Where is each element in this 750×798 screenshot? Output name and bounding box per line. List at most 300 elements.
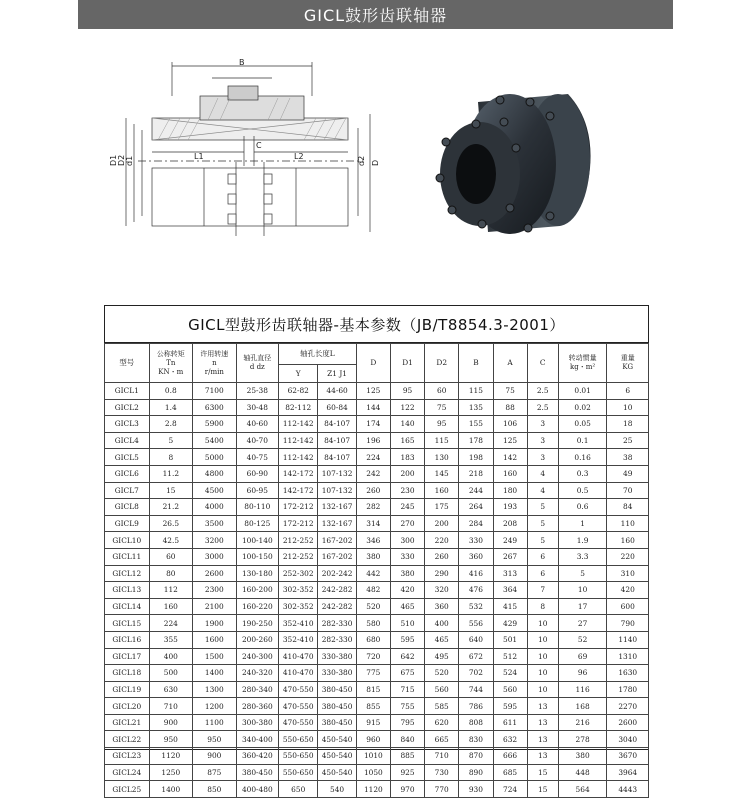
table-cell: 80-110 bbox=[236, 499, 278, 516]
table-cell: 3964 bbox=[607, 764, 649, 781]
table-cell: 420 bbox=[607, 582, 649, 599]
table-cell: 1120 bbox=[356, 781, 390, 798]
table-cell: 155 bbox=[459, 416, 493, 433]
table-cell: 410-470 bbox=[279, 665, 318, 682]
table-cell: 580 bbox=[356, 615, 390, 632]
table-cell: 260 bbox=[425, 548, 459, 565]
table-cell: 110 bbox=[607, 515, 649, 532]
table-cell: 84-107 bbox=[318, 449, 356, 466]
table-cell: 302-352 bbox=[279, 582, 318, 599]
table-cell: 870 bbox=[459, 748, 493, 765]
table-cell: 400-480 bbox=[236, 781, 278, 798]
table-cell: 675 bbox=[390, 665, 424, 682]
table-row bbox=[105, 548, 649, 565]
col-inertia: 转动惯量 kg・m² bbox=[558, 344, 607, 383]
table-row bbox=[105, 582, 649, 599]
table-cell: 630 bbox=[149, 681, 193, 698]
table-cell: 160 bbox=[493, 465, 527, 482]
table-cell: 3.3 bbox=[558, 548, 607, 565]
table-cell: 448 bbox=[558, 764, 607, 781]
table-cell: 282-330 bbox=[318, 631, 356, 648]
table-cell: 720 bbox=[356, 648, 390, 665]
table-cell: GICL7 bbox=[105, 482, 150, 499]
table-cell: 2.5 bbox=[527, 399, 558, 416]
table-row bbox=[105, 465, 649, 482]
table-cell: 360 bbox=[425, 598, 459, 615]
table-cell: 482 bbox=[356, 582, 390, 599]
table-cell: 52 bbox=[558, 631, 607, 648]
table-cell: 264 bbox=[459, 499, 493, 516]
table-row bbox=[105, 482, 649, 499]
table-cell: 875 bbox=[193, 764, 237, 781]
table-cell: 1250 bbox=[149, 764, 193, 781]
table-cell: GICL2 bbox=[105, 399, 150, 416]
table-cell: 60-84 bbox=[318, 399, 356, 416]
table-cell: 10 bbox=[527, 665, 558, 682]
table-cell: 160-220 bbox=[236, 598, 278, 615]
col-len-z: Z1 J1 bbox=[318, 365, 356, 383]
table-cell: 13 bbox=[527, 698, 558, 715]
col-D: D bbox=[356, 344, 390, 383]
table-cell: GICL9 bbox=[105, 515, 150, 532]
table-cell: 786 bbox=[459, 698, 493, 715]
table-cell: 512 bbox=[493, 648, 527, 665]
table-cell: 550-650 bbox=[279, 731, 318, 748]
table-row bbox=[105, 515, 649, 532]
table-cell: 702 bbox=[459, 665, 493, 682]
table-cell: 280-360 bbox=[236, 698, 278, 715]
table-cell: 172-212 bbox=[279, 515, 318, 532]
table-row bbox=[105, 781, 649, 798]
table-cell: 744 bbox=[459, 681, 493, 698]
table-cell: 107-132 bbox=[318, 465, 356, 482]
table-cell: 795 bbox=[390, 714, 424, 731]
table-row bbox=[105, 748, 649, 765]
table-cell: 495 bbox=[425, 648, 459, 665]
table-cell: 10 bbox=[607, 399, 649, 416]
table-cell: 107-132 bbox=[318, 482, 356, 499]
table-cell: 7 bbox=[527, 582, 558, 599]
table-cell: 302-352 bbox=[279, 598, 318, 615]
table-cell: 1100 bbox=[193, 714, 237, 731]
table-cell: 890 bbox=[459, 764, 493, 781]
table-cell: 240-320 bbox=[236, 665, 278, 682]
table-cell: 6300 bbox=[193, 399, 237, 416]
table-cell: 470-550 bbox=[279, 714, 318, 731]
table-cell: 145 bbox=[425, 465, 459, 482]
table-cell: 470-550 bbox=[279, 681, 318, 698]
table-cell: 352-410 bbox=[279, 631, 318, 648]
table-cell: 144 bbox=[356, 399, 390, 416]
col-weight: 重量 KG bbox=[607, 344, 649, 383]
table-cell: 755 bbox=[390, 698, 424, 715]
table-cell: GICL1 bbox=[105, 383, 150, 400]
table-cell: 560 bbox=[425, 681, 459, 698]
table-cell: 340-400 bbox=[236, 731, 278, 748]
table-row bbox=[105, 714, 649, 731]
table-cell: 167-202 bbox=[318, 548, 356, 565]
table-cell: 10 bbox=[527, 681, 558, 698]
label-d1: d1 bbox=[125, 155, 134, 166]
table-cell: 2.8 bbox=[149, 416, 193, 433]
table-cell: 1400 bbox=[149, 781, 193, 798]
table-cell: 564 bbox=[558, 781, 607, 798]
table-cell: 208 bbox=[493, 515, 527, 532]
table-cell: 0.02 bbox=[558, 399, 607, 416]
table-cell: 82-112 bbox=[279, 399, 318, 416]
table-cell: 132-167 bbox=[318, 515, 356, 532]
table-cell: 130-180 bbox=[236, 565, 278, 582]
table-cell: 465 bbox=[425, 631, 459, 648]
table-cell: 13 bbox=[527, 748, 558, 765]
table-cell: 450-540 bbox=[318, 748, 356, 765]
table-cell: 30-48 bbox=[236, 399, 278, 416]
table-cell: 160 bbox=[425, 482, 459, 499]
banner-title: GICL鼓形齿联轴器 bbox=[303, 6, 448, 25]
label-C: C bbox=[256, 141, 262, 150]
table-cell: 380 bbox=[558, 748, 607, 765]
table-cell: 70 bbox=[607, 482, 649, 499]
table-cell: 524 bbox=[493, 665, 527, 682]
table-cell: 532 bbox=[459, 598, 493, 615]
table-cell: 420 bbox=[390, 582, 424, 599]
table-cell: GICL21 bbox=[105, 714, 150, 731]
table-cell: GICL4 bbox=[105, 432, 150, 449]
table-cell: 135 bbox=[459, 399, 493, 416]
table-cell: 790 bbox=[607, 615, 649, 632]
table-cell: 38 bbox=[607, 449, 649, 466]
table-row bbox=[105, 532, 649, 549]
col-len-y: Y bbox=[279, 365, 318, 383]
table-cell: GICL23 bbox=[105, 748, 150, 765]
table-cell: 84-107 bbox=[318, 416, 356, 433]
table-cell: 4800 bbox=[193, 465, 237, 482]
table-cell: 3 bbox=[527, 416, 558, 433]
table-cell: 216 bbox=[558, 714, 607, 731]
table-cell: 178 bbox=[459, 432, 493, 449]
table-cell: 442 bbox=[356, 565, 390, 582]
table-cell: 69 bbox=[558, 648, 607, 665]
col-model: 型号 bbox=[105, 344, 150, 383]
table-cell: 180 bbox=[493, 482, 527, 499]
table-cell: 6 bbox=[527, 565, 558, 582]
table-cell: 4500 bbox=[193, 482, 237, 499]
table-cell: 10 bbox=[527, 615, 558, 632]
table-cell: 142 bbox=[493, 449, 527, 466]
table-cell: 42.5 bbox=[149, 532, 193, 549]
table-cell: 100-140 bbox=[236, 532, 278, 549]
table-cell: 0.5 bbox=[558, 482, 607, 499]
table-row bbox=[105, 731, 649, 748]
table-cell: 40-75 bbox=[236, 449, 278, 466]
table-cell: 112-142 bbox=[279, 449, 318, 466]
table-cell: 5 bbox=[149, 432, 193, 449]
table-cell: 172-212 bbox=[279, 499, 318, 516]
table-cell: 220 bbox=[425, 532, 459, 549]
table-cell: 3 bbox=[527, 432, 558, 449]
col-C: C bbox=[527, 344, 558, 383]
table-cell: 1630 bbox=[607, 665, 649, 682]
table-cell: 1 bbox=[558, 515, 607, 532]
table-cell: 410-470 bbox=[279, 648, 318, 665]
table-cell: 730 bbox=[425, 764, 459, 781]
table-cell: 520 bbox=[356, 598, 390, 615]
table-cell: 3670 bbox=[607, 748, 649, 765]
label-D1: D1 bbox=[109, 154, 118, 166]
table-cell: 1600 bbox=[193, 631, 237, 648]
table-cell: 1780 bbox=[607, 681, 649, 698]
table-cell: 95 bbox=[390, 383, 424, 400]
table-cell: 600 bbox=[607, 598, 649, 615]
table-cell: 25-38 bbox=[236, 383, 278, 400]
table-cell: 115 bbox=[459, 383, 493, 400]
table-cell: 84 bbox=[607, 499, 649, 516]
table-cell: 1.4 bbox=[149, 399, 193, 416]
table-cell: 1120 bbox=[149, 748, 193, 765]
table-cell: 112-142 bbox=[279, 432, 318, 449]
table-cell: 183 bbox=[390, 449, 424, 466]
table-cell: GICL5 bbox=[105, 449, 150, 466]
table-cell: 950 bbox=[193, 731, 237, 748]
table-cell: 160 bbox=[149, 598, 193, 615]
table-row bbox=[105, 615, 649, 632]
table-cell: 17 bbox=[558, 598, 607, 615]
table-cell: 330-380 bbox=[318, 648, 356, 665]
table-cell: 300-380 bbox=[236, 714, 278, 731]
table-title: GICL型鼓形齿联轴器-基本参数（JB/T8854.3-2001） bbox=[105, 306, 648, 343]
table-cell: 4000 bbox=[193, 499, 237, 516]
table-cell: 1300 bbox=[193, 681, 237, 698]
label-B: B bbox=[239, 58, 245, 67]
table-cell: 710 bbox=[149, 698, 193, 715]
table-cell: 380 bbox=[390, 565, 424, 582]
table-cell: 380-450 bbox=[318, 714, 356, 731]
table-cell: 40-70 bbox=[236, 432, 278, 449]
table-cell: 560 bbox=[493, 681, 527, 698]
table-cell: 15 bbox=[527, 781, 558, 798]
table-cell: 193 bbox=[493, 499, 527, 516]
table-cell: 380-450 bbox=[318, 681, 356, 698]
table-cell: 96 bbox=[558, 665, 607, 682]
table-cell: 95 bbox=[425, 416, 459, 433]
table-cell: 300 bbox=[390, 532, 424, 549]
table-cell: 476 bbox=[459, 582, 493, 599]
table-cell: 330-380 bbox=[318, 665, 356, 682]
table-cell: 282 bbox=[356, 499, 390, 516]
col-speed: 许用转速 n r/min bbox=[193, 344, 237, 383]
table-cell: 450-540 bbox=[318, 764, 356, 781]
table-cell: 620 bbox=[425, 714, 459, 731]
table-cell: 465 bbox=[390, 598, 424, 615]
table-cell: 642 bbox=[390, 648, 424, 665]
table-cell: 175 bbox=[425, 499, 459, 516]
table-cell: 3040 bbox=[607, 731, 649, 748]
table-cell: GICL19 bbox=[105, 681, 150, 698]
table-cell: 2300 bbox=[193, 582, 237, 599]
table-cell: 3000 bbox=[193, 548, 237, 565]
table-cell: 400 bbox=[425, 615, 459, 632]
table-cell: 160-200 bbox=[236, 582, 278, 599]
table-cell: 10 bbox=[527, 631, 558, 648]
table-cell: GICL11 bbox=[105, 548, 150, 565]
table-cell: 60-95 bbox=[236, 482, 278, 499]
table-cell: 650 bbox=[279, 781, 318, 798]
table-cell: 352-410 bbox=[279, 615, 318, 632]
table-cell: 282-330 bbox=[318, 615, 356, 632]
table-cell: 360-420 bbox=[236, 748, 278, 765]
table-cell: 830 bbox=[459, 731, 493, 748]
table-cell: 212-252 bbox=[279, 548, 318, 565]
table-cell: 230 bbox=[390, 482, 424, 499]
table-cell: 680 bbox=[356, 631, 390, 648]
table-cell: 5 bbox=[558, 565, 607, 582]
table-cell: 80 bbox=[149, 565, 193, 582]
table-cell: 200 bbox=[425, 515, 459, 532]
table-cell: 5400 bbox=[193, 432, 237, 449]
table-cell: 3 bbox=[527, 449, 558, 466]
table-cell: 416 bbox=[459, 565, 493, 582]
table-cell: 501 bbox=[493, 631, 527, 648]
table-row bbox=[105, 383, 649, 400]
table-cell: 1.9 bbox=[558, 532, 607, 549]
table-cell: 202-242 bbox=[318, 565, 356, 582]
table-cell: 80-125 bbox=[236, 515, 278, 532]
table-cell: 122 bbox=[390, 399, 424, 416]
table-cell: 0.3 bbox=[558, 465, 607, 482]
table-cell: 290 bbox=[425, 565, 459, 582]
table-cell: 330 bbox=[459, 532, 493, 549]
table-cell: 314 bbox=[356, 515, 390, 532]
table-cell: 1050 bbox=[356, 764, 390, 781]
table-cell: 5900 bbox=[193, 416, 237, 433]
table-cell: 355 bbox=[149, 631, 193, 648]
table-cell: GICL3 bbox=[105, 416, 150, 433]
table-cell: 1900 bbox=[193, 615, 237, 632]
table-cell: 224 bbox=[356, 449, 390, 466]
table-cell: 25 bbox=[607, 432, 649, 449]
table-cell: 60-90 bbox=[236, 465, 278, 482]
table-row bbox=[105, 665, 649, 682]
table-cell: 970 bbox=[390, 781, 424, 798]
table-cell: 815 bbox=[356, 681, 390, 698]
table-cell: 142-172 bbox=[279, 482, 318, 499]
table-cell: 900 bbox=[193, 748, 237, 765]
table-cell: 640 bbox=[459, 631, 493, 648]
col-D1: D1 bbox=[390, 344, 424, 383]
table-cell: 13 bbox=[527, 714, 558, 731]
table-cell: 429 bbox=[493, 615, 527, 632]
table-row bbox=[105, 764, 649, 781]
table-cell: 510 bbox=[390, 615, 424, 632]
table-cell: 125 bbox=[493, 432, 527, 449]
table-cell: 190-250 bbox=[236, 615, 278, 632]
table-cell: 550-650 bbox=[279, 748, 318, 765]
table-cell: 160 bbox=[607, 532, 649, 549]
table-cell: 0.05 bbox=[558, 416, 607, 433]
col-A: A bbox=[493, 344, 527, 383]
table-cell: 1400 bbox=[193, 665, 237, 682]
table-cell: 556 bbox=[459, 615, 493, 632]
table-cell: 132-167 bbox=[318, 499, 356, 516]
table-cell: 116 bbox=[558, 681, 607, 698]
table-cell: 715 bbox=[390, 681, 424, 698]
table-cell: 346 bbox=[356, 532, 390, 549]
table-cell: GICL24 bbox=[105, 764, 150, 781]
table-cell: GICL6 bbox=[105, 465, 150, 482]
table-cell: 1500 bbox=[193, 648, 237, 665]
table-cell: 10 bbox=[527, 648, 558, 665]
table-cell: 724 bbox=[493, 781, 527, 798]
table-cell: 0.6 bbox=[558, 499, 607, 516]
table-row bbox=[105, 631, 649, 648]
table-cell: 40-60 bbox=[236, 416, 278, 433]
table-cell: 21.2 bbox=[149, 499, 193, 516]
table-cell: 611 bbox=[493, 714, 527, 731]
table-cell: 313 bbox=[493, 565, 527, 582]
table-cell: 115 bbox=[425, 432, 459, 449]
table-cell: 27 bbox=[558, 615, 607, 632]
table-cell: 168 bbox=[558, 698, 607, 715]
table-cell: 218 bbox=[459, 465, 493, 482]
table-cell: 200 bbox=[390, 465, 424, 482]
table-cell: GICL13 bbox=[105, 582, 150, 599]
table-cell: 0.01 bbox=[558, 383, 607, 400]
table-cell: 140 bbox=[390, 416, 424, 433]
table-cell: 165 bbox=[390, 432, 424, 449]
table-cell: 1010 bbox=[356, 748, 390, 765]
table-cell: 595 bbox=[390, 631, 424, 648]
label-D2: D2 bbox=[117, 154, 126, 166]
table-cell: 672 bbox=[459, 648, 493, 665]
table-cell: GICL25 bbox=[105, 781, 150, 798]
table-cell: 4 bbox=[527, 465, 558, 482]
table-cell: 925 bbox=[390, 764, 424, 781]
table-cell: GICL18 bbox=[105, 665, 150, 682]
col-bore: 轴孔直径 d dz bbox=[236, 344, 278, 383]
table-cell: 10 bbox=[558, 582, 607, 599]
table-cell: 249 bbox=[493, 532, 527, 549]
table-cell: 240-300 bbox=[236, 648, 278, 665]
table-cell: 470-550 bbox=[279, 698, 318, 715]
table-cell: 2600 bbox=[607, 714, 649, 731]
table-cell: 775 bbox=[356, 665, 390, 682]
table-cell: 2100 bbox=[193, 598, 237, 615]
table-cell: 212-252 bbox=[279, 532, 318, 549]
table-cell: 320 bbox=[425, 582, 459, 599]
table-cell: 270 bbox=[390, 515, 424, 532]
table-cell: 840 bbox=[390, 731, 424, 748]
table-cell: 267 bbox=[493, 548, 527, 565]
table-cell: 4 bbox=[527, 482, 558, 499]
col-torque: 公称转矩 Tn KN・m bbox=[149, 344, 193, 383]
table-cell: 1310 bbox=[607, 648, 649, 665]
table-cell: 112-142 bbox=[279, 416, 318, 433]
table-cell: 360 bbox=[459, 548, 493, 565]
table-cell: 960 bbox=[356, 731, 390, 748]
table-cell: 200-260 bbox=[236, 631, 278, 648]
table-cell: 252-302 bbox=[279, 565, 318, 582]
coupling-product-photo bbox=[418, 82, 596, 240]
table-cell: 915 bbox=[356, 714, 390, 731]
table-cell: 278 bbox=[558, 731, 607, 748]
table-cell: 7100 bbox=[193, 383, 237, 400]
table-cell: GICL12 bbox=[105, 565, 150, 582]
col-D2: D2 bbox=[425, 344, 459, 383]
table-cell: 595 bbox=[493, 698, 527, 715]
table-cell: 850 bbox=[193, 781, 237, 798]
table-cell: 930 bbox=[459, 781, 493, 798]
table-cell: 11.2 bbox=[149, 465, 193, 482]
